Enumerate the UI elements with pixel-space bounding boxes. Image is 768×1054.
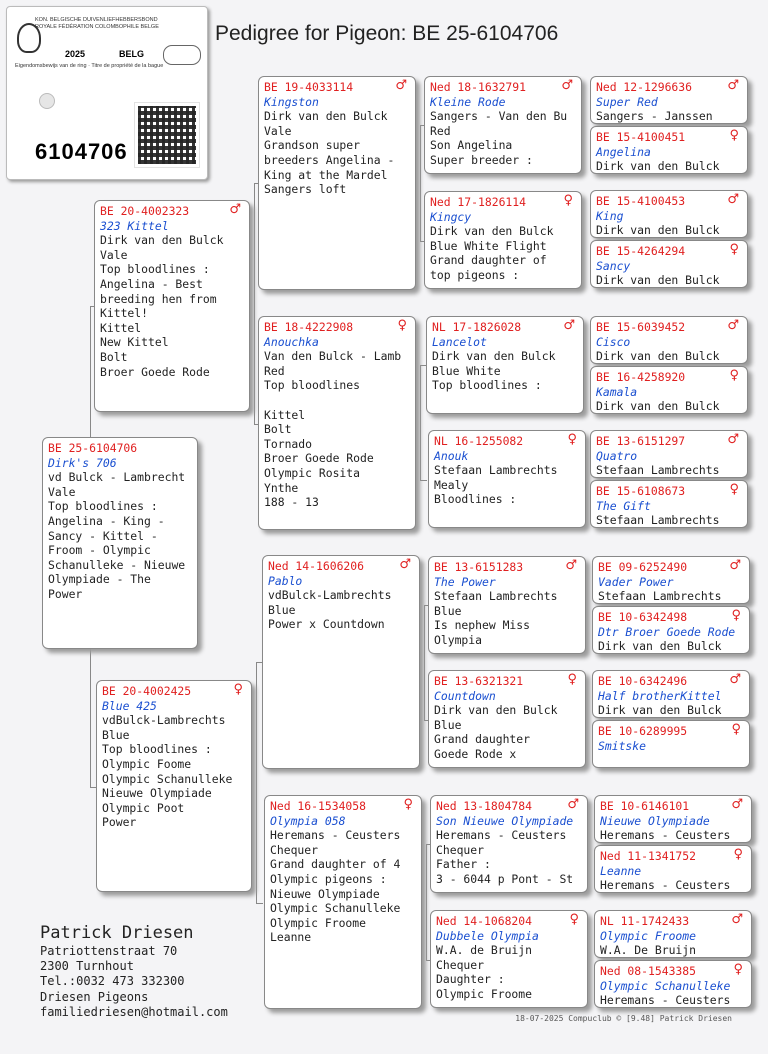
breeder-line: Driesen Pigeons xyxy=(40,989,149,1004)
pigeon-info-line: Sancy - Kittel - xyxy=(48,528,158,543)
male-symbol-icon: ♂ xyxy=(229,202,241,217)
pigeon-info-line: Top bloodlines xyxy=(264,378,361,393)
pigeon-card xyxy=(592,556,750,604)
pigeon-info-line: Stefaan Lambrechts xyxy=(434,589,558,604)
pigeon-card xyxy=(594,795,752,843)
pigeon-name: Kleine Rode xyxy=(430,94,506,109)
male-symbol-icon: ♂ xyxy=(727,192,739,207)
pigeon-name: Kamala xyxy=(596,384,638,399)
pigeon-info-line: Olympic Foome xyxy=(102,756,192,771)
pigeon-ring-number: BE 15-4100451 xyxy=(596,130,686,144)
pigeon-info-line: Grandson super xyxy=(264,138,361,153)
pigeon-name: Super Red xyxy=(596,94,658,109)
pigeon-card xyxy=(258,76,416,290)
pigeon-card xyxy=(590,316,748,364)
female-symbol-icon: ♀ xyxy=(731,722,741,737)
male-symbol-icon: ♂ xyxy=(727,78,739,93)
pigeon-card xyxy=(592,720,750,768)
breeder-line: 2300 Turnhout xyxy=(40,959,134,974)
pigeon-ring-number: BE 20-4002323 xyxy=(100,204,190,218)
pigeon-info-line: Dirk van den Bulck xyxy=(598,639,722,654)
pigeon-info-line: Olympic pigeons : xyxy=(270,871,387,886)
pigeon-info-line: Dirk van den Bulck xyxy=(596,223,720,238)
pigeon-info-line: Stefaan Lambrechts xyxy=(598,589,722,604)
pigeon-ring-number: BE 09-6252490 xyxy=(598,560,688,574)
pigeon-info-line: Sangers - Van den Bu xyxy=(430,109,568,124)
pigeon-info-line: Chequer xyxy=(436,957,485,972)
pigeon-name: Blue 425 xyxy=(102,698,157,713)
pigeon-info-line: Kittel! xyxy=(100,306,149,321)
pigeon-ring-number: Ned 14-1068204 xyxy=(436,914,533,928)
pigeon-name: Nieuwe Olympiade xyxy=(600,813,710,828)
page-title: Pedigree for Pigeon: BE 25-6104706 xyxy=(215,22,559,45)
pigeon-name: Lancelot xyxy=(432,334,487,349)
male-symbol-icon: ♂ xyxy=(727,318,739,333)
pigeon-ring-number: BE 10-6146101 xyxy=(600,799,690,813)
pigeon-ring-number: BE 13-6151283 xyxy=(434,560,524,574)
pigeon-info-line: Daughter : xyxy=(436,972,505,987)
pigeon-name: Quatro xyxy=(596,448,638,463)
pigeon-name: Olympic Froome xyxy=(600,928,697,943)
female-symbol-icon: ♀ xyxy=(729,128,739,143)
pigeon-info-line: Dirk van den Bulck xyxy=(432,349,556,364)
female-symbol-icon: ♀ xyxy=(731,608,741,623)
pigeon-info-line: Top bloodlines : xyxy=(100,262,210,277)
pigeon-ring-number: BE 18-4222908 xyxy=(264,320,354,334)
pigeon-info-line: Kittel xyxy=(264,407,306,422)
pigeon-info-line: Olympic Froome xyxy=(270,915,367,930)
pigeon-info-line: King at the Mardel xyxy=(264,167,388,182)
pigeon-info-line: Olympic Poot xyxy=(102,800,185,815)
pigeon-info-line: Vale xyxy=(100,247,128,262)
pigeon-name: Leanne xyxy=(600,863,642,878)
pigeon-info-line: vdBulck-Lambrechts xyxy=(102,713,226,728)
pigeon-info-line: Mealy xyxy=(434,477,469,492)
pigeon-name: Dubbele Olympia xyxy=(436,928,539,943)
pigeon-name: Vader Power xyxy=(598,574,674,589)
pigeon-info-line: Blue xyxy=(434,717,462,732)
pigeon-info-line: breeding hen from xyxy=(100,291,217,306)
pigeon-name: Countdown xyxy=(434,688,496,703)
pigeon-info-line: Dirk van den Bulck xyxy=(100,233,224,248)
pigeon-info-line: top pigeons : xyxy=(430,267,520,282)
pigeon-ring-number: BE 15-6039452 xyxy=(596,320,686,334)
pigeon-ring-number: BE 15-4100453 xyxy=(596,194,686,208)
pigeon-info-line: Froom - Olympic xyxy=(48,543,151,558)
pigeon-info-line: Heremans - Ceusters xyxy=(436,828,567,843)
pigeon-name: Anouchka xyxy=(264,334,319,349)
male-symbol-icon: ♂ xyxy=(399,557,411,572)
pigeon-info-line: Vale xyxy=(264,123,292,138)
pigeon-card xyxy=(592,670,750,718)
pigeon-info-line: Dirk van den Bulck xyxy=(596,399,720,414)
pigeon-info-line: Blue White Flight xyxy=(430,238,547,253)
pigeon-info-line: Stefaan Lambrechts xyxy=(596,463,720,478)
pigeon-card xyxy=(430,795,588,893)
pigeon-name: The Power xyxy=(434,574,496,589)
pigeon-card xyxy=(42,437,198,649)
pigeon-info-line: Dirk van den Bulck xyxy=(430,224,554,239)
pigeon-ring-number: Ned 08-1543385 xyxy=(600,964,697,978)
pigeon-info-line: Son Angelina xyxy=(430,138,513,153)
pigeon-ring-number: Ned 17-1826114 xyxy=(430,195,527,209)
pigeon-name: Kingston xyxy=(264,94,319,109)
pigeon-info-line: Bloodlines : xyxy=(434,492,517,507)
pigeon-ring-number: BE 16-4258920 xyxy=(596,370,686,384)
globe-logo-icon xyxy=(163,45,201,65)
pigeon-info-line: 188 - 13 xyxy=(264,495,319,510)
pigeon-info-line: Olympiade - The xyxy=(48,572,151,587)
pigeon-card xyxy=(594,910,752,958)
pigeon-name: Dirk's 706 xyxy=(48,455,117,470)
org-line: ROYALE FÉDÉRATION COLOMBOPHILE BELGE xyxy=(35,24,159,30)
pigeon-info-line: Olympia xyxy=(434,632,483,647)
female-symbol-icon: ♀ xyxy=(567,432,577,447)
pigeon-info-line: Chequer xyxy=(436,842,485,857)
breeder-line: Tel.:0032 473 332300 xyxy=(40,974,185,989)
pigeon-name: Sancy xyxy=(596,258,631,273)
pigeon-info-line: Dirk van den Bulck xyxy=(596,159,720,174)
punch-hole-icon xyxy=(39,93,55,109)
pigeon-name: Cisco xyxy=(596,334,631,349)
pigeon-ring-number: BE 10-6289995 xyxy=(598,724,688,738)
pigeon-info-line: Olympic Schanulleke xyxy=(270,901,401,916)
pigeon-info-line: Grand daughter of 4 xyxy=(270,857,401,872)
pigeon-ring-number: Ned 16-1534058 xyxy=(270,799,367,813)
pigeon-info-line: Bolt xyxy=(264,422,292,437)
pigeon-card xyxy=(590,240,748,288)
pigeon-info-line: breeders Angelina - xyxy=(264,152,395,167)
pigeon-ring-number: NL 11-1742433 xyxy=(600,914,690,928)
pigeon-info-line: 3 - 6044 p Pont - St xyxy=(436,871,574,886)
pigeon-card xyxy=(428,556,586,654)
female-symbol-icon: ♀ xyxy=(563,193,573,208)
male-symbol-icon: ♂ xyxy=(563,318,575,333)
pigeon-info-line: Is nephew Miss xyxy=(434,618,531,633)
pigeon-info-line: Grand daughter xyxy=(434,732,531,747)
pigeon-info-line: Vale xyxy=(48,484,76,499)
pigeon-info-line: Chequer xyxy=(270,842,319,857)
footer-text: 18-07-2025 Compuclub © [9.48] Patrick Driesen xyxy=(515,1014,732,1023)
pigeon-info-line: Van den Bulck - Lamb xyxy=(264,349,402,364)
pigeon-info-line: Bolt xyxy=(100,349,128,364)
pigeon-name: Dtr Broer Goede Rode xyxy=(598,624,736,639)
pigeon-info-line: Blue White xyxy=(432,363,501,378)
pigeon-info-line: Goede Rode x xyxy=(434,746,517,761)
female-symbol-icon: ♀ xyxy=(729,482,739,497)
pigeon-name: Pablo xyxy=(268,573,303,588)
pigeon-card xyxy=(424,191,582,289)
pigeon-info-line: Dirk van den Bulck xyxy=(598,703,722,718)
pigeon-info-line: Sangers loft xyxy=(264,182,347,197)
pigeon-info-line: Broer Goede Rode xyxy=(264,451,374,466)
pigeon-card xyxy=(590,190,748,238)
pigeon-info-line: Dirk van den Bulck xyxy=(596,349,720,364)
pigeon-info-line: Tornado xyxy=(264,436,313,451)
breeder-line: Patriottenstraat 70 xyxy=(40,944,178,958)
female-symbol-icon: ♀ xyxy=(729,242,739,257)
male-symbol-icon: ♂ xyxy=(727,432,739,447)
female-symbol-icon: ♀ xyxy=(567,672,577,687)
ring-year: 2025 xyxy=(65,49,86,59)
pigeon-ring-number: Ned 11-1341752 xyxy=(600,849,697,863)
male-symbol-icon: ♂ xyxy=(395,78,407,93)
ring-number: 6104706 xyxy=(35,139,128,164)
pigeon-info-line: W.A. de Bruijn xyxy=(436,943,533,958)
pigeon-info-line: Power xyxy=(48,586,83,601)
pigeon-card xyxy=(94,200,250,412)
pigeon-card xyxy=(426,316,584,414)
pigeon-info-line: Kittel xyxy=(100,320,142,335)
pigeon-info-line: Dirk van den Bulck xyxy=(596,273,720,288)
pigeon-name: The Gift xyxy=(596,498,651,513)
pigeon-info-line: Dirk van den Bulck xyxy=(434,703,558,718)
pigeon-ring-number: BE 19-4033114 xyxy=(264,80,354,94)
pigeon-card xyxy=(428,430,586,528)
pigeon-info-line: Leanne xyxy=(270,930,312,945)
pigeon-info-line: Heremans - Ceusters xyxy=(600,993,731,1008)
pigeon-ring-number: BE 15-4264294 xyxy=(596,244,686,258)
pigeon-name: Kingcy xyxy=(430,209,472,224)
pigeon-ring-number: Ned 18-1632791 xyxy=(430,80,527,94)
pigeon-card xyxy=(430,910,588,1008)
pigeon-info-line: Super breeder : xyxy=(430,152,533,167)
pigeon-info-line: Broer Goede Rode xyxy=(100,364,210,379)
breeder-email: familiedriesen@hotmail.com xyxy=(40,1004,228,1019)
pigeon-ring-number: BE 13-6151297 xyxy=(596,434,686,448)
pigeon-card xyxy=(258,316,416,530)
pigeon-ring-number: NL 17-1826028 xyxy=(432,320,522,334)
pigeon-info-line: Schanulleke - Nieuwe xyxy=(48,557,186,572)
pigeon-name: Smitske xyxy=(598,738,647,753)
female-symbol-icon: ♀ xyxy=(733,847,743,862)
breeder-name: Patrick Driesen xyxy=(40,923,194,943)
pigeon-ring-number: NL 16-1255082 xyxy=(434,434,524,448)
pigeon-card xyxy=(264,795,422,1009)
pigeon-info-line: Olympic Froome xyxy=(436,986,533,1001)
ring-country: BELG xyxy=(119,49,145,59)
pigeon-ring-number: BE 10-6342498 xyxy=(598,610,688,624)
pigeon-ring-number: BE 25-6104706 xyxy=(48,441,138,455)
pigeon-info-line: Top bloodlines : xyxy=(48,499,158,514)
female-symbol-icon: ♀ xyxy=(397,318,407,333)
pigeon-card xyxy=(590,126,748,174)
pigeon-info-line: Nieuwe Olympiade xyxy=(270,886,380,901)
pigeon-info-line: Angelina - King - xyxy=(48,513,165,528)
pigeon-card xyxy=(590,366,748,414)
pigeon-info-line: W.A. De Bruijn xyxy=(600,943,697,958)
male-symbol-icon: ♂ xyxy=(729,672,741,687)
pigeon-info-line: Nieuwe Olympiade xyxy=(102,786,212,801)
pigeon-card xyxy=(594,845,752,893)
pigeon-info-line: Dirk van den Bulck xyxy=(264,109,388,124)
pigeon-info-line: Power x Countdown xyxy=(268,617,385,632)
pigeon-info-line: Olympic Schanulleke xyxy=(102,771,233,786)
pigeon-info-line: Top bloodlines : xyxy=(102,742,212,757)
pigeon-info-line: Blue xyxy=(102,727,130,742)
pigeon-info-line: Grand daughter of xyxy=(430,253,547,268)
pigeon-ring-number: Ned 13-1804784 xyxy=(436,799,533,813)
male-symbol-icon: ♂ xyxy=(729,558,741,573)
pigeon-info-line: vdBulck-Lambrechts xyxy=(268,588,392,603)
pigeon-name: Olympia 058 xyxy=(270,813,346,828)
pigeon-card xyxy=(424,76,582,174)
pigeon-info-line: Heremans - Ceusters xyxy=(600,828,731,843)
pigeon-name: King xyxy=(596,208,624,223)
pigeon-info-line: Red xyxy=(430,123,451,138)
pigeon-name: Half brotherKittel xyxy=(598,688,722,703)
pigeon-info-line: Father : xyxy=(436,857,491,872)
pigeon-ring-number: Ned 12-1296636 xyxy=(596,80,693,94)
male-symbol-icon: ♂ xyxy=(731,912,743,927)
pigeon-ring-number: BE 10-6342496 xyxy=(598,674,688,688)
pigeon-card xyxy=(590,76,748,124)
pigeon-info-line: Angelina - Best xyxy=(100,276,203,291)
pigeon-info-line: Blue xyxy=(434,603,462,618)
pigeon-ring-number: BE 15-6108673 xyxy=(596,484,686,498)
pigeon-name: Anouk xyxy=(434,448,469,463)
federation-name xyxy=(35,17,175,31)
pigeon-info-line xyxy=(264,393,411,408)
male-symbol-icon: ♂ xyxy=(731,797,743,812)
pigeon-info-line: Sangers - Janssen xyxy=(596,109,713,124)
ring-certificate-card xyxy=(6,6,208,180)
pigeon-info-line: vd Bulck - Lambrecht xyxy=(48,470,186,485)
male-symbol-icon: ♂ xyxy=(565,558,577,573)
pigeon-name: Olympic Schanulleke xyxy=(600,978,731,993)
pigeon-card xyxy=(96,680,252,892)
pigeon-info-line: New Kittel xyxy=(100,335,169,350)
pigeon-name: 323 Kittel xyxy=(100,218,169,233)
pigeon-card xyxy=(594,960,752,1008)
pigeon-card xyxy=(590,430,748,478)
pigeon-card xyxy=(590,480,748,528)
female-symbol-icon: ♀ xyxy=(569,912,579,927)
pigeon-card xyxy=(262,555,420,769)
pigeon-info-line: Ynthe xyxy=(264,480,299,495)
female-symbol-icon: ♀ xyxy=(729,368,739,383)
org-line: KON. BELGISCHE DUIVENLIEFHEBBERSBOND xyxy=(35,17,158,23)
pigeon-ring-number: BE 13-6321321 xyxy=(434,674,524,688)
pigeon-info-line: Stefaan Lambrechts xyxy=(434,463,558,478)
pigeon-ring-number: Ned 14-1606206 xyxy=(268,559,365,573)
pigeon-info-line: Blue xyxy=(268,602,296,617)
pigeon-info-line: Power xyxy=(102,815,137,830)
female-symbol-icon: ♀ xyxy=(733,962,743,977)
pigeon-card xyxy=(428,670,586,768)
female-symbol-icon: ♀ xyxy=(403,797,413,812)
male-symbol-icon: ♂ xyxy=(561,78,573,93)
pigeon-info-line: Top bloodlines : xyxy=(432,378,542,393)
pigeon-card xyxy=(592,606,750,654)
property-text: Eigendomsbewijs van de ring · Titre de propriété de la bague xyxy=(15,63,164,69)
female-symbol-icon: ♀ xyxy=(233,682,243,697)
pigeon-ring-number: BE 20-4002425 xyxy=(102,684,192,698)
pigeon-name: Angelina xyxy=(596,144,651,159)
male-symbol-icon: ♂ xyxy=(567,797,579,812)
pigeon-info-line: Heremans - Ceusters xyxy=(600,878,731,893)
pigeon-info-line: Heremans - Ceusters xyxy=(270,828,401,843)
qr-code-icon xyxy=(135,103,199,167)
pigeon-name: Son Nieuwe Olympiade xyxy=(436,813,574,828)
pigeon-info-line: Stefaan Lambrechts xyxy=(596,513,720,528)
pigeon-info-line: Red xyxy=(264,363,285,378)
pigeon-info-line: Olympic Rosita xyxy=(264,465,361,480)
breeder-info xyxy=(40,922,228,1020)
